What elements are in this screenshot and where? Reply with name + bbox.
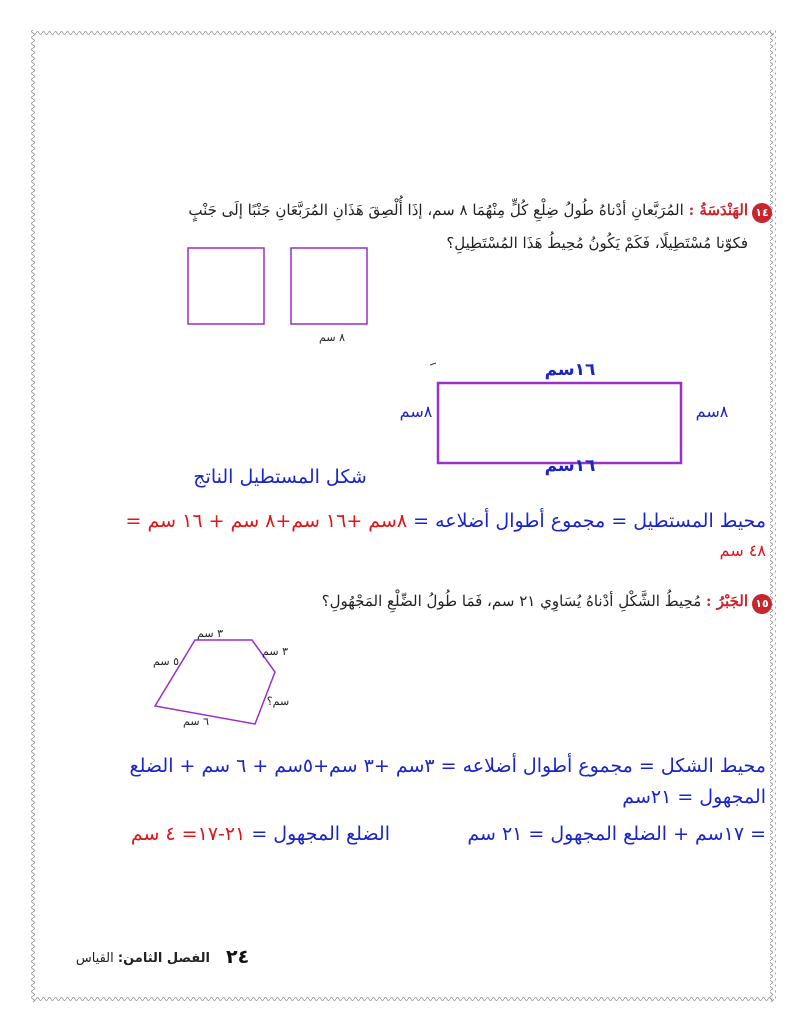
answer-15-final <box>60 823 390 845</box>
pentagon-left-side: ٥ سم <box>153 655 179 668</box>
answer-15-line-2: المجهول = ٢١سم <box>622 786 766 808</box>
question-15-text <box>68 592 748 610</box>
pen-mark <box>430 363 436 365</box>
rectangle <box>438 383 681 463</box>
answer-15-final-label: الضلع المجهول = <box>245 823 390 845</box>
chapter-topic: القياس <box>75 951 114 966</box>
pentagon-unknown-side: سم؟ <box>266 695 290 708</box>
question-number-badge: ١٥ <box>752 594 772 614</box>
answer-15-final-value: ٢١-١٧= ٤ سم <box>130 823 246 845</box>
rectangle-caption: شكل المستطيل الناتج <box>193 466 367 488</box>
pentagon-right-top-side: ٣ سم <box>262 645 288 658</box>
square-right <box>291 248 367 324</box>
question-15-statement: مُحِيطُ الشَّكْلِ أدْناهُ يُسَاوِي ٢١ سم، فَمَا طُولُ الضِّلْعِ المَجْهُولِ؟ <box>321 592 702 610</box>
question-14-topic: الهَنْدَسَةُ : <box>688 201 748 219</box>
answer-14-calculation: ٨سم +١٦ سم+٨ سم + ١٦ سم = <box>125 510 408 532</box>
rectangle-bottom-length: ١٦سم <box>544 456 596 476</box>
question-15-topic: الجَبْرُ : <box>706 592 748 610</box>
answer-14-formula: محيط المستطيل = مجموع أطوال أضلاعه = <box>407 510 766 532</box>
page-number: ٢٤ <box>226 946 250 968</box>
answer-14-result: ٤٨ سم <box>719 541 766 560</box>
question-14-answer <box>36 510 766 532</box>
pentagon-top-side: ٣ سم <box>197 627 223 640</box>
chapter-footer <box>60 951 210 966</box>
square-left <box>188 248 264 324</box>
question-14-text-1: المُرَبَّعانِ أدْناهُ طُولُ ضِلْعِ كُلٍّ مِنْهُمَا ٨ سم، إذَا أُلْصِقَ هَذَانِ المُرَبَّعَانِ جَنْبًا إلَى جَنْبٍ <box>188 201 684 219</box>
rectangle-right-width: ٨سم <box>695 402 729 421</box>
question-number-badge: ١٤ <box>752 203 772 223</box>
rectangle-left-width: ٨سم <box>399 402 433 421</box>
rectangle-top-length: ١٦سم <box>544 360 596 380</box>
answer-15-line-3: = ١٧سم + الضلع المجهول = ٢١ سم <box>467 823 766 845</box>
pentagon-bottom-side: ٦ سم <box>183 715 209 728</box>
chapter-title: الفصل الثامن: <box>117 951 210 966</box>
question-14-line-2: فكوّنا مُسْتَطِيلًا، فَكَمْ يَكُونُ مُحِيطُ هَذَا المُسْتَطِيلِ؟ <box>446 234 748 252</box>
answer-15-line-1: محيط الشكل = مجموع أطوال أضلاعه = ٣سم +٣ سم+٥سم + ٦ سم + الضلع <box>129 755 766 777</box>
question-14-line-1 <box>68 201 748 219</box>
square-side-label: ٨ سم <box>319 331 345 344</box>
